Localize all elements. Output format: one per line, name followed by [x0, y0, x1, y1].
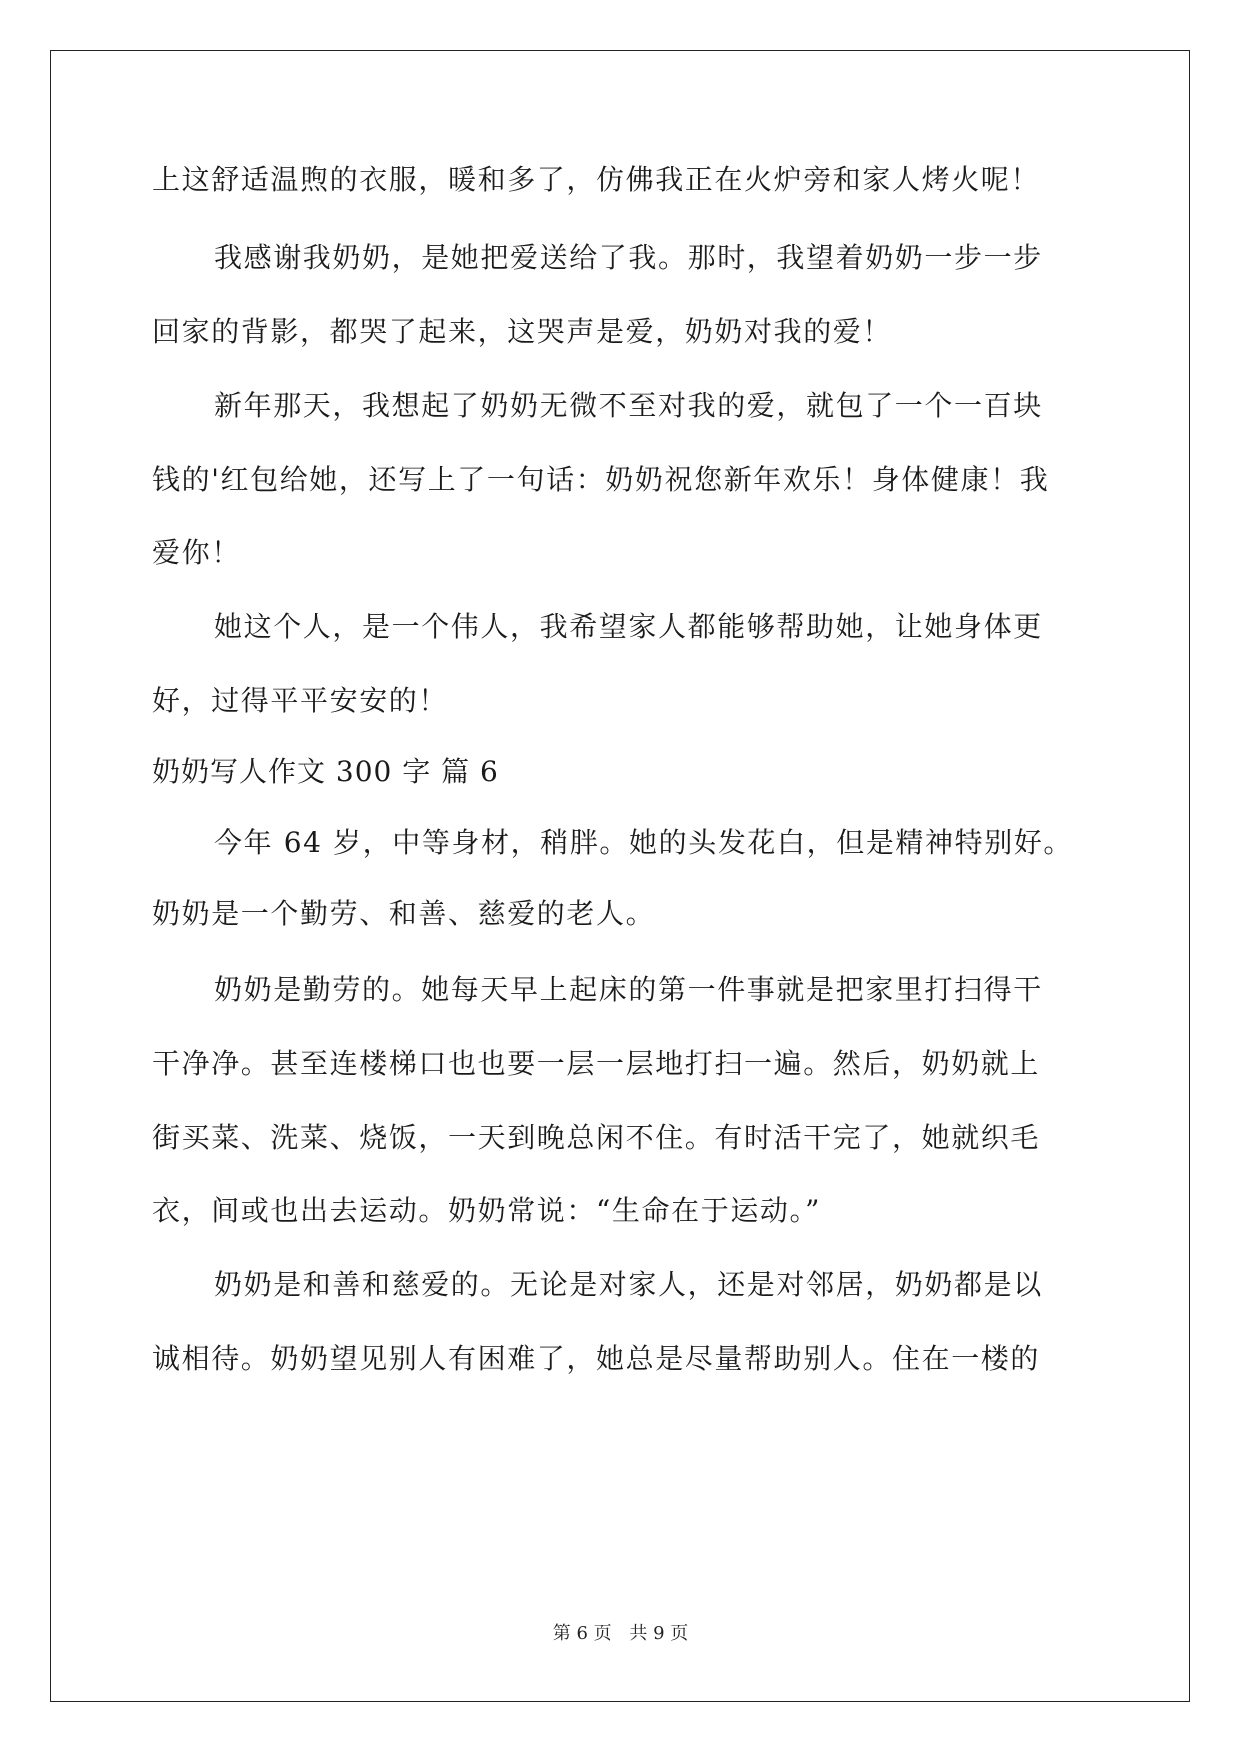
paragraph-start-line: 新年那天，我想起了奶奶无微不至对我的爱，就包了一个一百块 — [214, 389, 1043, 422]
text-line: 街买菜、洗菜、烧饭，一天到晚总闲不住。有时活干完了，她就织毛 — [152, 1121, 1041, 1154]
page-footer — [0, 1622, 1241, 1646]
paragraph-start-line: 今年 64 岁，中等身材，稍胖。她的头发花白，但是精神特别好。 — [214, 826, 1074, 859]
current-page-number: 第 6 页 — [552, 1623, 612, 1644]
paragraph-start-line: 她这个人，是一个伟人，我希望家人都能够帮助她，让她身体更 — [214, 610, 1043, 643]
text-line: 爱你！ — [152, 536, 241, 569]
text-line: 干净净。甚至连楼梯口也也要一层一层地打扫一遍。然后，奶奶就上 — [152, 1047, 1041, 1080]
text-line: 奶奶是一个勤劳、和善、慈爱的老人。 — [152, 897, 656, 930]
text-line: 钱的'红包给她，还写上了一句话：奶奶祝您新年欢乐！身体健康！我 — [152, 463, 1050, 496]
paragraph-start-line: 奶奶是勤劳的。她每天早上起床的第一件事就是把家里打扫得干 — [214, 973, 1043, 1006]
text-line: 诚相待。奶奶望见别人有困难了，她总是尽量帮助别人。住在一楼的 — [152, 1342, 1041, 1375]
text-line: 回家的背影，都哭了起来，这哭声是爱，奶奶对我的爱！ — [152, 315, 893, 348]
text-line: 衣，间或也出去运动。奶奶常说：“生命在于运动。” — [152, 1194, 822, 1227]
total-page-count: 共 9 页 — [629, 1623, 689, 1644]
paragraph-start-line: 奶奶是和善和慈爱的。无论是对家人，还是对邻居，奶奶都是以 — [214, 1268, 1043, 1301]
page-border — [50, 50, 1190, 1702]
text-line: 上这舒适温煦的衣服，暖和多了，仿佛我正在火炉旁和家人烤火呢！ — [152, 163, 1041, 196]
section-heading: 奶奶写人作文 300 字 篇 6 — [152, 755, 499, 788]
paragraph-start-line: 我感谢我奶奶，是她把爱送给了我。那时，我望着奶奶一步一步 — [214, 241, 1043, 274]
text-line: 好，过得平平安安的！ — [152, 684, 449, 717]
